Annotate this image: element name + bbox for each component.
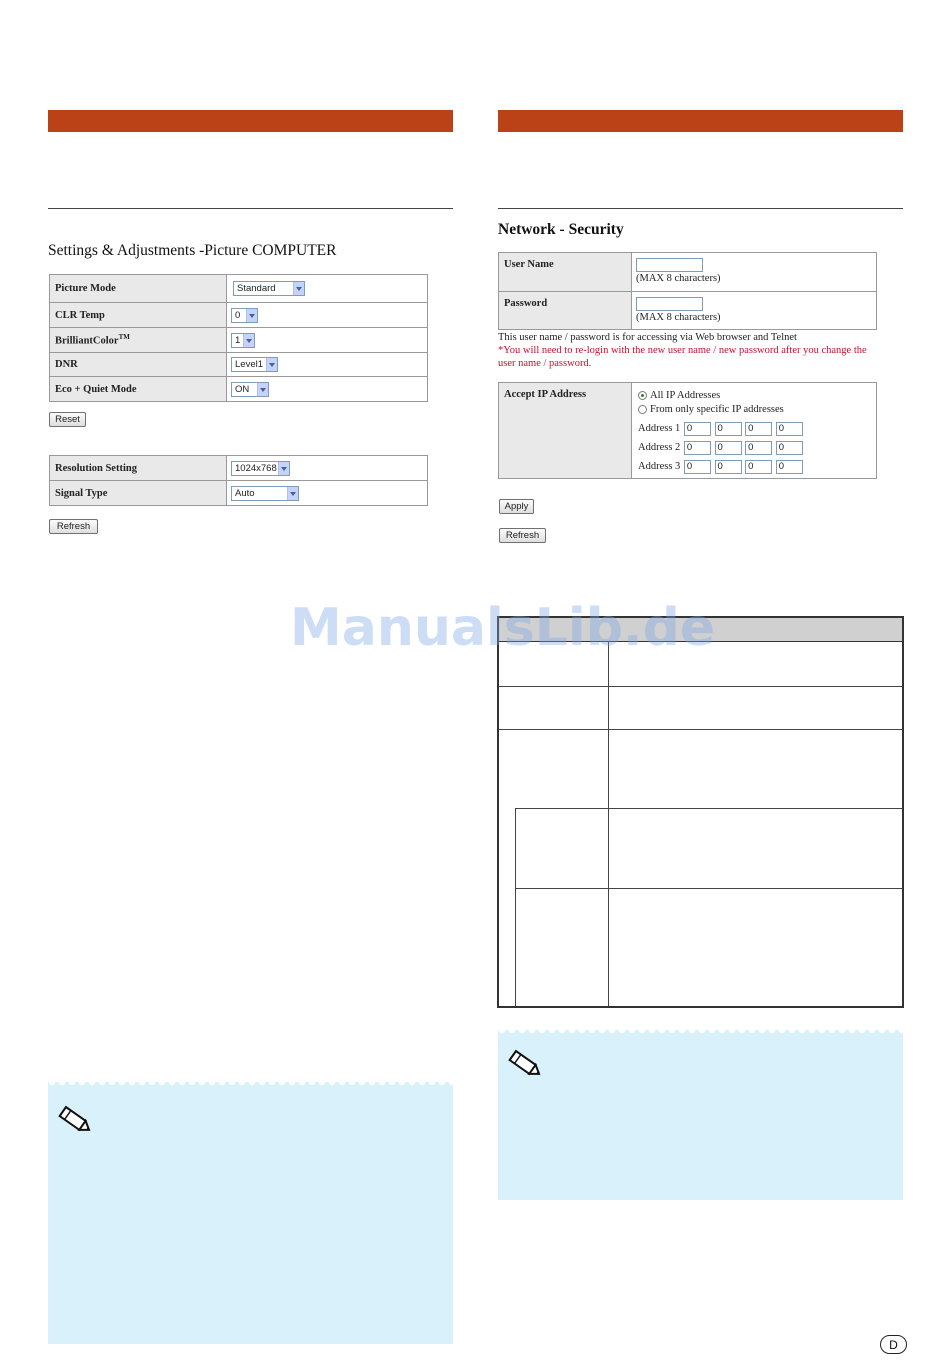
address-row-1: Address 1 0 0 0 0 [638,419,872,438]
chevron-down-icon [278,462,289,475]
password-row [499,292,877,330]
signal-type-row [50,481,428,506]
radio-specific-ip[interactable] [638,405,647,414]
address3-octet2[interactable]: 0 [715,460,742,474]
chevron-down-icon [287,487,298,500]
address3-octet1[interactable]: 0 [684,460,711,474]
password-hint: (MAX 8 characters) [636,312,721,323]
address3-octet4[interactable]: 0 [776,460,803,474]
clr-temp-label: CLR Temp [50,303,227,328]
chevron-down-icon [243,334,254,347]
watermark: ManualsLib.de [290,598,716,658]
clr-temp-select[interactable]: 0 [231,308,258,323]
left-note-box [48,1082,453,1344]
signal-type-select[interactable]: Auto [231,486,299,501]
password-input[interactable] [636,297,703,311]
chevron-down-icon [266,358,277,371]
address-row-2: Address 2 0 0 0 0 [638,438,872,457]
radio-specific-option[interactable]: From only specific IP addresses [638,403,872,417]
address2-octet3[interactable]: 0 [745,441,772,455]
relogin-warning-line2: user name / password. [498,358,592,369]
accept-ip-label: Accept IP Address [499,383,632,479]
dnr-select[interactable]: Level1 [231,357,278,372]
chevron-down-icon [246,309,257,322]
address1-octet3[interactable]: 0 [745,422,772,436]
description-table [497,616,904,1008]
grid-vertical-divider [608,642,609,1006]
pencil-note-icon [504,1046,544,1082]
relogin-warning-line1: *You will need to re-login with the new user name / new password after you change the [498,345,867,356]
chevron-down-icon [257,383,268,396]
signal-settings-table [49,455,428,506]
address2-octet2[interactable]: 0 [715,441,742,455]
eco-quiet-label: Eco + Quiet Mode [50,377,227,402]
address1-octet1[interactable]: 0 [684,422,711,436]
grid-row-divider [515,888,902,889]
picture-computer-heading: Settings & Adjustments -Picture COMPUTER [48,242,337,259]
left-divider [48,208,453,209]
apply-button[interactable]: Apply [499,499,534,514]
right-divider [498,208,903,209]
reset-button[interactable]: Reset [49,412,86,427]
eco-quiet-row [50,377,428,402]
picture-mode-row [50,275,428,303]
page-language-badge: D [880,1335,907,1354]
left-refresh-button[interactable]: Refresh [49,519,98,534]
signal-type-label: Signal Type [50,481,227,506]
picture-mode-label: Picture Mode [50,275,227,303]
address-row-3: Address 3 0 0 0 0 [638,457,872,476]
resolution-label: Resolution Setting [50,456,227,481]
resolution-row [50,456,428,481]
credentials-table [498,252,877,330]
user-name-hint: (MAX 8 characters) [636,273,721,284]
password-label: Password [499,292,632,330]
user-name-row [499,253,877,292]
accept-ip-table [498,382,877,479]
radio-all-option[interactable]: All IP Addresses [638,389,872,403]
user-name-input[interactable] [636,258,703,272]
address3-octet3[interactable]: 0 [745,460,772,474]
brilliantcolor-label: BrilliantColor™ [50,328,227,353]
grid-indent-divider [515,808,516,1006]
right-section-bar [498,110,903,132]
radio-all-ip[interactable] [638,391,647,400]
picture-settings-table [49,274,428,402]
grid-row-divider [515,808,902,809]
address1-octet4[interactable]: 0 [776,422,803,436]
eco-quiet-select[interactable]: ON [231,382,269,397]
network-security-heading: Network - Security [498,221,624,238]
right-refresh-button[interactable]: Refresh [499,528,546,543]
left-section-bar [48,110,453,132]
address1-octet2[interactable]: 0 [715,422,742,436]
grid-row-divider [499,686,902,687]
dnr-label: DNR [50,353,227,377]
pencil-note-icon [54,1102,94,1138]
user-name-label: User Name [499,253,632,292]
clr-temp-row [50,303,428,328]
resolution-select[interactable]: 1024x768 [231,461,290,476]
address2-octet4[interactable]: 0 [776,441,803,455]
brilliantcolor-select[interactable]: 1 [231,333,255,348]
dnr-row [50,353,428,377]
right-note-box [498,1030,903,1200]
chevron-down-icon [293,282,304,295]
picture-mode-select[interactable]: Standard [233,281,305,296]
grid-row-divider [499,729,902,730]
accept-ip-row [499,383,877,479]
address2-octet1[interactable]: 0 [684,441,711,455]
access-info-text: This user name / password is for accessing via Web browser and Telnet [498,332,797,343]
brilliantcolor-row [50,328,428,353]
